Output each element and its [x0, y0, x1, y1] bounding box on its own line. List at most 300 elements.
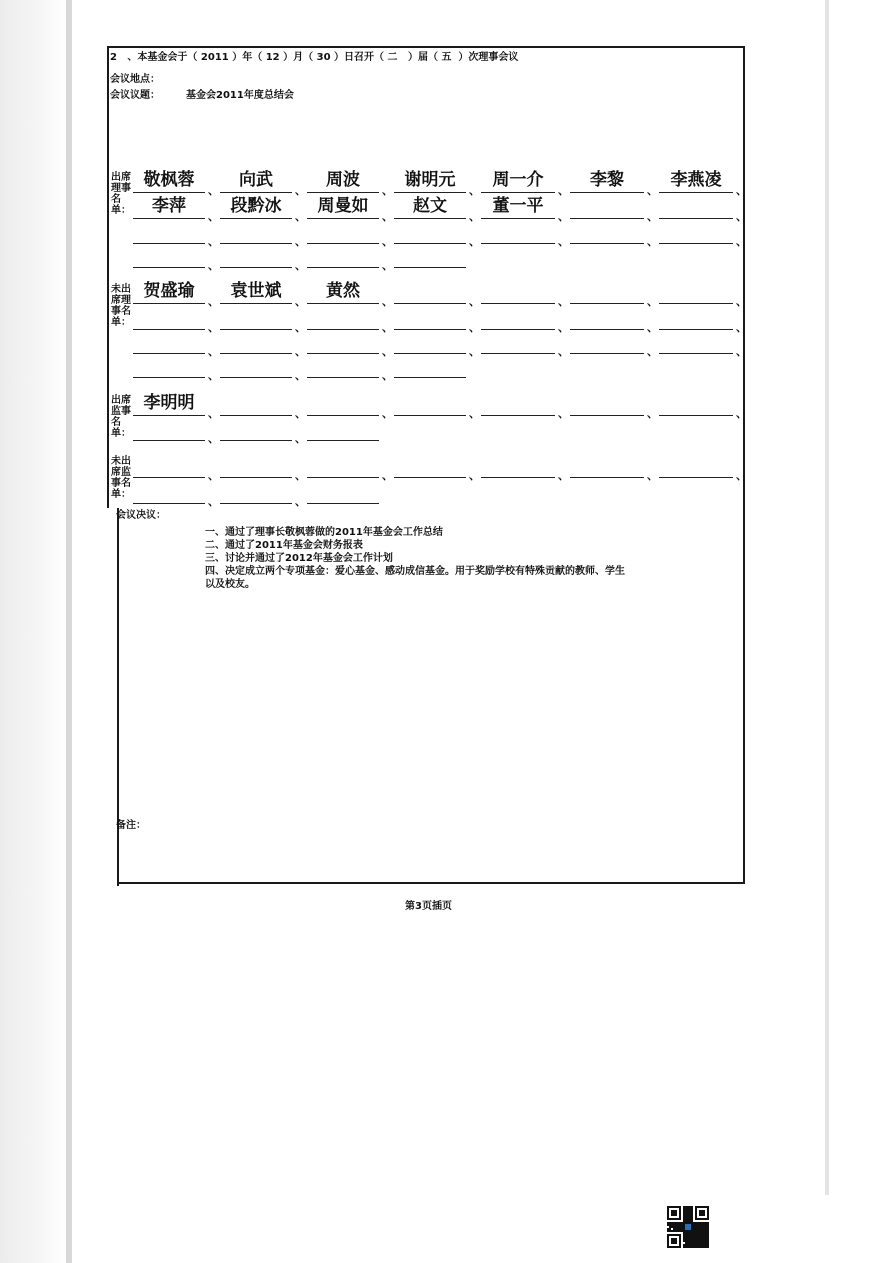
qr-module	[703, 1228, 705, 1230]
qr-module	[683, 1236, 685, 1238]
qr-module	[699, 1238, 701, 1240]
qr-module	[683, 1240, 685, 1242]
qr-module	[683, 1218, 685, 1220]
name-blank-line	[133, 477, 205, 478]
name-blank-line	[220, 267, 292, 268]
qr-module	[697, 1222, 699, 1224]
qr-module	[693, 1226, 695, 1228]
separator-mark: 、	[295, 432, 306, 445]
qr-module	[687, 1246, 689, 1248]
name-blank-line	[659, 218, 733, 219]
separator-mark: 、	[558, 321, 569, 334]
qr-module	[687, 1208, 689, 1210]
qr-module	[705, 1236, 707, 1238]
qr-module	[687, 1244, 689, 1246]
qr-module	[667, 1228, 669, 1230]
qr-module	[689, 1240, 691, 1242]
qr-module	[691, 1216, 693, 1218]
qr-code-icon	[667, 1206, 709, 1248]
name-blank-line	[570, 303, 644, 304]
separator-mark: 、	[736, 469, 747, 482]
qr-module	[683, 1208, 685, 1210]
separator-mark: 、	[295, 469, 306, 482]
separator-mark: 、	[382, 469, 393, 482]
name-blank-line	[133, 192, 205, 193]
qr-module	[701, 1232, 703, 1234]
name-blank-line	[307, 192, 379, 193]
qr-module	[703, 1238, 705, 1240]
qr-module	[699, 1234, 701, 1236]
qr-module	[685, 1206, 687, 1208]
name-blank-line	[570, 353, 644, 354]
name-blank-line	[659, 353, 733, 354]
qr-module	[687, 1220, 689, 1222]
name-blank-line	[481, 192, 555, 193]
qr-module	[689, 1208, 691, 1210]
qr-module	[689, 1246, 691, 1248]
qr-module	[703, 1242, 705, 1244]
qr-module	[673, 1226, 675, 1228]
qr-module	[699, 1222, 701, 1224]
qr-module	[691, 1206, 693, 1208]
handwritten-name: 周波	[326, 170, 360, 190]
name-blank-line	[394, 303, 466, 304]
qr-module	[705, 1232, 707, 1234]
qr-module	[687, 1236, 689, 1238]
qr-module	[699, 1224, 701, 1226]
qr-module	[683, 1228, 685, 1230]
qr-module	[689, 1218, 691, 1220]
name-blank-line	[133, 415, 205, 416]
separator-mark: 、	[736, 184, 747, 197]
resolution-label: 会议决议：	[116, 510, 166, 521]
name-blank-line	[307, 303, 379, 304]
meeting-number: 五	[441, 52, 452, 63]
qr-module	[673, 1224, 675, 1226]
qr-module	[687, 1242, 689, 1244]
qr-module	[697, 1242, 699, 1244]
qr-module	[685, 1236, 687, 1238]
qr-module	[679, 1224, 681, 1226]
name-blank-line	[570, 329, 644, 330]
separator-mark: 、	[208, 259, 219, 272]
scan-margin-right	[825, 0, 891, 1263]
qr-module	[705, 1246, 707, 1248]
name-blank-line	[133, 303, 205, 304]
separator-mark: 、	[382, 184, 393, 197]
separator-mark: 、	[208, 295, 219, 308]
name-blank-line	[307, 243, 379, 244]
qr-module	[685, 1232, 687, 1234]
qr-module	[701, 1246, 703, 1248]
qr-module	[689, 1206, 691, 1208]
qr-module	[693, 1222, 695, 1224]
qr-module	[701, 1224, 703, 1226]
qr-module	[693, 1230, 695, 1232]
name-blank-line	[307, 503, 379, 504]
qr-module	[687, 1238, 689, 1240]
qr-module	[697, 1226, 699, 1228]
qr-module	[687, 1214, 689, 1216]
qr-module	[689, 1220, 691, 1222]
name-blank-line	[570, 218, 644, 219]
qr-module	[707, 1222, 709, 1224]
handwritten-name: 段黔冰	[230, 196, 282, 216]
separator-mark: 、	[469, 210, 480, 223]
separator-mark: 、	[558, 235, 569, 248]
qr-module	[699, 1244, 701, 1246]
qr-module	[683, 1210, 685, 1212]
qr-module	[683, 1238, 685, 1240]
name-blank-line	[659, 477, 733, 478]
separator-mark: 、	[295, 321, 306, 334]
qr-module	[705, 1228, 707, 1230]
qr-module	[671, 1224, 673, 1226]
qr-module	[689, 1244, 691, 1246]
qr-module	[669, 1226, 671, 1228]
separator-mark: 、	[469, 469, 480, 482]
qr-module	[695, 1232, 697, 1234]
separator-mark: 、	[736, 321, 747, 334]
qr-module	[693, 1240, 695, 1242]
qr-module	[691, 1212, 693, 1214]
qr-module	[695, 1238, 697, 1240]
header-line: 2 、本基金会于（ 2011 ）年（ 12 ）月（ 30 ）日召开（ 二 ）届（ 五 ）次理事会议	[110, 52, 519, 63]
qr-module	[671, 1222, 673, 1224]
qr-module	[691, 1222, 693, 1224]
qr-module	[699, 1240, 701, 1242]
name-blank-line	[481, 477, 555, 478]
separator-mark: 、	[208, 495, 219, 508]
qr-module	[681, 1226, 683, 1228]
name-blank-line	[220, 503, 292, 504]
qr-module	[697, 1234, 699, 1236]
qr-module	[697, 1230, 699, 1232]
separator-mark: 、	[469, 184, 480, 197]
qr-module	[703, 1234, 705, 1236]
qr-module	[707, 1228, 709, 1230]
handwritten-name: 向武	[239, 170, 273, 190]
qr-module	[685, 1216, 687, 1218]
qr-module	[691, 1246, 693, 1248]
name-blank-line	[394, 415, 466, 416]
qr-module	[701, 1228, 703, 1230]
name-blank-line	[394, 267, 466, 268]
qr-module	[689, 1230, 691, 1232]
absent-directors-label: 未出 席理 事名 单：	[111, 284, 131, 328]
qr-module	[697, 1244, 699, 1246]
qr-module	[683, 1220, 685, 1222]
qr-module	[683, 1234, 685, 1236]
name-blank-line	[133, 377, 205, 378]
qr-module	[691, 1210, 693, 1212]
qr-module	[689, 1236, 691, 1238]
name-blank-line	[659, 243, 733, 244]
meeting-day: 30	[316, 52, 331, 63]
name-blank-line	[394, 377, 466, 378]
qr-module	[695, 1236, 697, 1238]
qr-module	[691, 1240, 693, 1242]
qr-module	[685, 1246, 687, 1248]
name-blank-line	[659, 329, 733, 330]
name-blank-line	[220, 477, 292, 478]
qr-module	[683, 1226, 685, 1228]
name-blank-line	[481, 329, 555, 330]
qr-module	[703, 1224, 705, 1226]
qr-module	[701, 1226, 703, 1228]
qr-module	[707, 1226, 709, 1228]
qr-module	[703, 1232, 705, 1234]
qr-module	[687, 1232, 689, 1234]
qr-module	[677, 1228, 679, 1230]
qr-module	[681, 1228, 683, 1230]
qr-module	[685, 1224, 691, 1230]
qr-module	[699, 1226, 701, 1228]
qr-module	[707, 1238, 709, 1240]
qr-module	[703, 1240, 705, 1242]
session-number: 二	[387, 52, 398, 63]
separator-mark: 、	[647, 210, 658, 223]
qr-module	[701, 1242, 703, 1244]
qr-module	[699, 1210, 705, 1216]
meeting-year: 2011	[200, 52, 229, 63]
qr-module	[703, 1226, 705, 1228]
name-blank-line	[307, 267, 379, 268]
topic-value: 基金会2011年度总结会	[186, 90, 294, 101]
name-blank-line	[133, 267, 205, 268]
qr-module	[697, 1240, 699, 1242]
qr-module	[683, 1214, 685, 1216]
name-blank-line	[307, 353, 379, 354]
qr-module	[669, 1230, 671, 1232]
qr-module	[685, 1212, 687, 1214]
absent-supervisors-label: 未出 席监 事名 单：	[111, 456, 131, 500]
name-blank-line	[307, 377, 379, 378]
qr-module	[685, 1220, 687, 1222]
qr-module	[679, 1228, 681, 1230]
separator-mark: 、	[647, 295, 658, 308]
qr-module	[691, 1234, 693, 1236]
separator-mark: 、	[469, 321, 480, 334]
qr-module	[673, 1222, 675, 1224]
qr-module	[691, 1220, 693, 1222]
qr-module	[669, 1228, 671, 1230]
handwritten-name: 赵文	[413, 196, 447, 216]
handwritten-name: 李燕凌	[670, 170, 722, 190]
qr-module	[695, 1228, 697, 1230]
qr-module	[675, 1230, 677, 1232]
qr-module	[703, 1246, 705, 1248]
name-blank-line	[307, 329, 379, 330]
header-index: 2	[110, 52, 117, 63]
separator-mark: 、	[382, 345, 393, 358]
qr-module	[687, 1216, 689, 1218]
qr-module	[689, 1238, 691, 1240]
separator-mark: 、	[736, 235, 747, 248]
qr-module	[689, 1232, 691, 1234]
qr-module	[675, 1226, 677, 1228]
qr-module	[693, 1242, 695, 1244]
name-blank-line	[481, 415, 555, 416]
name-blank-line	[481, 243, 555, 244]
qr-module	[693, 1232, 695, 1234]
name-blank-line	[570, 192, 644, 193]
location-label: 会议地点：	[110, 74, 160, 85]
separator-mark: 、	[208, 407, 219, 420]
qr-module	[695, 1234, 697, 1236]
qr-module	[685, 1218, 687, 1220]
separator-mark: 、	[382, 210, 393, 223]
qr-module	[687, 1218, 689, 1220]
handwritten-name: 谢明元	[404, 170, 456, 190]
name-blank-line	[394, 353, 466, 354]
qr-module	[695, 1240, 697, 1242]
qr-module	[677, 1226, 679, 1228]
handwritten-name: 李萍	[152, 196, 186, 216]
name-blank-line	[307, 415, 379, 416]
qr-module	[699, 1236, 701, 1238]
qr-module	[689, 1214, 691, 1216]
qr-module	[701, 1236, 703, 1238]
resolution-item: 三、讨论并通过了2012年基金会工作计划	[205, 553, 393, 564]
qr-module	[671, 1210, 677, 1216]
qr-module	[691, 1218, 693, 1220]
qr-module	[691, 1226, 693, 1228]
qr-module	[677, 1224, 679, 1226]
qr-module	[683, 1232, 685, 1234]
qr-module	[699, 1242, 701, 1244]
name-blank-line	[133, 353, 205, 354]
attending-directors-label: 出席 理事 名 单：	[111, 172, 131, 216]
separator-mark: 、	[208, 184, 219, 197]
qr-module	[679, 1230, 681, 1232]
qr-module	[705, 1224, 707, 1226]
name-blank-line	[220, 303, 292, 304]
handwritten-name: 周一介	[492, 170, 544, 190]
name-blank-line	[481, 218, 555, 219]
separator-mark: 、	[558, 184, 569, 197]
qr-module	[705, 1226, 707, 1228]
separator-mark: 、	[469, 345, 480, 358]
qr-module	[681, 1222, 683, 1224]
qr-module	[675, 1228, 677, 1230]
qr-module	[691, 1232, 693, 1234]
qr-module	[677, 1230, 679, 1232]
qr-module	[693, 1236, 695, 1238]
name-blank-line	[307, 477, 379, 478]
separator-mark: 、	[647, 184, 658, 197]
qr-module	[691, 1214, 693, 1216]
qr-module	[673, 1230, 675, 1232]
qr-module	[671, 1226, 673, 1228]
handwritten-name: 贺盛瑜	[143, 281, 195, 301]
separator-mark: 、	[295, 407, 306, 420]
name-blank-line	[570, 243, 644, 244]
qr-module	[705, 1244, 707, 1246]
resolution-item: 一、通过了理事长敬枫蓉做的2011年基金会工作总结	[205, 527, 443, 538]
separator-mark: 、	[295, 345, 306, 358]
separator-mark: 、	[382, 235, 393, 248]
qr-module	[689, 1212, 691, 1214]
topic-label: 会议议题：	[110, 90, 160, 101]
name-blank-line	[133, 218, 205, 219]
qr-module	[685, 1240, 687, 1242]
name-blank-line	[220, 377, 292, 378]
qr-module	[689, 1210, 691, 1212]
qr-module	[695, 1246, 697, 1248]
qr-module	[707, 1242, 709, 1244]
qr-module	[683, 1244, 685, 1246]
scan-margin-left	[0, 0, 66, 1263]
name-blank-line	[394, 218, 466, 219]
qr-module	[695, 1224, 697, 1226]
name-blank-line	[220, 415, 292, 416]
qr-module	[667, 1230, 669, 1232]
separator-mark: 、	[208, 210, 219, 223]
separator-mark: 、	[295, 235, 306, 248]
qr-module	[687, 1234, 689, 1236]
handwritten-name: 敬枫蓉	[143, 170, 195, 190]
qr-module	[693, 1246, 695, 1248]
qr-module	[703, 1244, 705, 1246]
qr-module	[699, 1232, 701, 1234]
separator-mark: 、	[208, 321, 219, 334]
handwritten-name: 袁世斌	[230, 281, 282, 301]
qr-module	[693, 1234, 695, 1236]
name-blank-line	[394, 243, 466, 244]
name-blank-line	[307, 218, 379, 219]
separator-mark: 、	[208, 345, 219, 358]
qr-module	[705, 1234, 707, 1236]
qr-module	[671, 1230, 673, 1232]
separator-mark: 、	[558, 407, 569, 420]
qr-module	[689, 1234, 691, 1236]
qr-module	[701, 1222, 703, 1224]
qr-module	[703, 1222, 705, 1224]
name-blank-line	[220, 192, 292, 193]
separator-mark: 、	[382, 259, 393, 272]
qr-module	[683, 1224, 685, 1226]
qr-module	[675, 1224, 677, 1226]
separator-mark: 、	[208, 369, 219, 382]
separator-mark: 、	[382, 321, 393, 334]
handwritten-name: 黄然	[326, 281, 360, 301]
separator-mark: 、	[558, 295, 569, 308]
handwritten-name: 董一平	[492, 196, 544, 216]
qr-module	[679, 1222, 681, 1224]
qr-module	[683, 1206, 685, 1208]
qr-module	[707, 1246, 709, 1248]
qr-module	[695, 1244, 697, 1246]
separator-mark: 、	[295, 495, 306, 508]
qr-module	[707, 1244, 709, 1246]
separator-mark: 、	[736, 407, 747, 420]
separator-mark: 、	[295, 369, 306, 382]
name-blank-line	[659, 415, 733, 416]
separator-mark: 、	[208, 432, 219, 445]
qr-module	[695, 1226, 697, 1228]
qr-module	[695, 1242, 697, 1244]
qr-module	[673, 1228, 675, 1230]
separator-mark: 、	[558, 469, 569, 482]
handwritten-name: 李明明	[143, 393, 195, 413]
separator-mark: 、	[736, 210, 747, 223]
separator-mark: 、	[647, 469, 658, 482]
name-blank-line	[394, 192, 466, 193]
name-blank-line	[307, 440, 379, 441]
qr-module	[685, 1238, 687, 1240]
separator-mark: 、	[469, 407, 480, 420]
